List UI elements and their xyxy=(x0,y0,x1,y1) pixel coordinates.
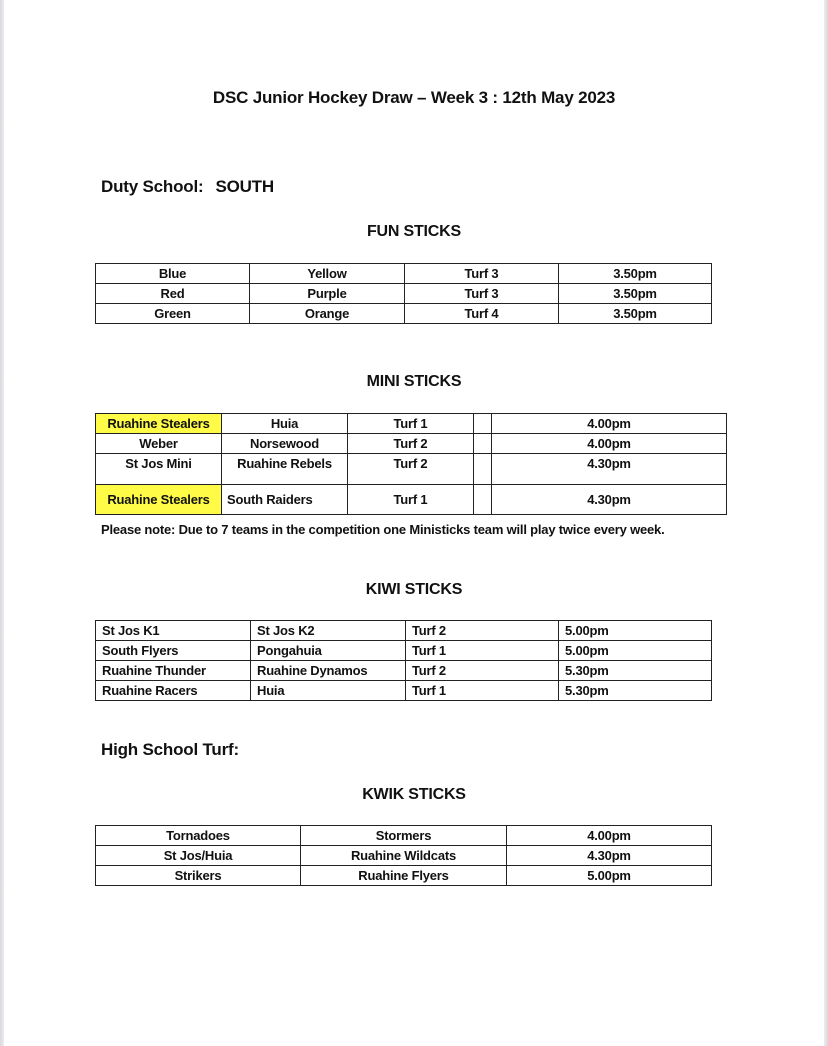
time: 3.50pm xyxy=(559,284,712,304)
team-home: Red xyxy=(96,284,250,304)
team-away: Norsewood xyxy=(222,434,348,454)
empty-cell xyxy=(474,485,492,515)
empty-cell xyxy=(474,434,492,454)
table-row xyxy=(96,414,727,434)
table-row xyxy=(96,621,712,641)
venue: Turf 1 xyxy=(406,641,559,661)
mini-sticks-heading: MINI STICKS xyxy=(366,373,462,390)
table-row xyxy=(96,284,712,304)
table-row xyxy=(96,866,712,886)
table-row xyxy=(96,846,712,866)
table-row xyxy=(96,661,712,681)
kiwi-sticks-table xyxy=(95,620,712,701)
mini-sticks-table xyxy=(95,413,727,515)
time: 5.00pm xyxy=(559,641,712,661)
empty-cell xyxy=(474,454,492,485)
time: 4.30pm xyxy=(492,485,727,515)
table-row xyxy=(96,681,712,701)
team-home-highlighted: Ruahine Stealers xyxy=(96,414,222,434)
kwik-sticks-heading: KWIK STICKS xyxy=(362,786,466,803)
table-row xyxy=(96,434,727,454)
team-home: St Jos/Huia xyxy=(96,846,301,866)
team-home: Weber xyxy=(96,434,222,454)
fun-sticks-heading: FUN STICKS xyxy=(366,223,461,240)
duty-school-value: SOUTH xyxy=(215,177,274,196)
team-away: Ruahine Rebels xyxy=(222,454,348,485)
team-away: Pongahuia xyxy=(251,641,406,661)
team-home: Ruahine Racers xyxy=(96,681,251,701)
table-row xyxy=(96,641,712,661)
empty-cell xyxy=(474,414,492,434)
fun-sticks-table xyxy=(95,263,712,324)
high-school-turf-label: High School Turf: xyxy=(101,740,239,759)
time: 4.00pm xyxy=(507,826,712,846)
team-home: Strikers xyxy=(96,866,301,886)
kwik-sticks-table xyxy=(95,825,712,886)
document-title: DSC Junior Hockey Draw – Week 3 : 12th May 2023 xyxy=(212,88,616,107)
team-away: St Jos K2 xyxy=(251,621,406,641)
team-home: Green xyxy=(96,304,250,324)
team-home: St Jos Mini xyxy=(96,454,222,485)
time: 4.00pm xyxy=(492,414,727,434)
page-edge-right xyxy=(824,0,828,1046)
venue: Turf 1 xyxy=(348,485,474,515)
table-row xyxy=(96,485,727,515)
table-row xyxy=(96,304,712,324)
time: 5.30pm xyxy=(559,681,712,701)
venue: Turf 2 xyxy=(348,454,474,485)
team-home: Tornadoes xyxy=(96,826,301,846)
duty-school xyxy=(101,177,274,197)
page-edge-left xyxy=(0,0,4,1046)
team-away: Purple xyxy=(250,284,405,304)
venue: Turf 2 xyxy=(406,661,559,681)
kiwi-sticks-heading: KIWI STICKS xyxy=(365,581,463,598)
team-home: Blue xyxy=(96,264,250,284)
time: 5.00pm xyxy=(507,866,712,886)
team-away: Ruahine Flyers xyxy=(301,866,507,886)
table-row xyxy=(96,826,712,846)
team-away: South Raiders xyxy=(222,485,348,515)
time: 3.50pm xyxy=(559,304,712,324)
team-away: Huia xyxy=(251,681,406,701)
team-home: St Jos K1 xyxy=(96,621,251,641)
team-home: South Flyers xyxy=(96,641,251,661)
venue: Turf 1 xyxy=(406,681,559,701)
time: 3.50pm xyxy=(559,264,712,284)
venue: Turf 3 xyxy=(405,284,559,304)
venue: Turf 2 xyxy=(348,434,474,454)
venue: Turf 4 xyxy=(405,304,559,324)
team-away: Huia xyxy=(222,414,348,434)
duty-school-label: Duty School: xyxy=(101,177,204,196)
time: 4.00pm xyxy=(492,434,727,454)
time: 4.30pm xyxy=(492,454,727,485)
team-away: Orange xyxy=(250,304,405,324)
team-away: Ruahine Dynamos xyxy=(251,661,406,681)
venue: Turf 3 xyxy=(405,264,559,284)
team-home-highlighted: Ruahine Stealers xyxy=(96,485,222,515)
time: 5.00pm xyxy=(559,621,712,641)
time: 5.30pm xyxy=(559,661,712,681)
mini-sticks-note: Please note: Due to 7 teams in the competition one Ministicks team will play twice every week. xyxy=(101,522,665,537)
team-home: Ruahine Thunder xyxy=(96,661,251,681)
team-away: Ruahine Wildcats xyxy=(301,846,507,866)
venue: Turf 1 xyxy=(348,414,474,434)
table-row xyxy=(96,454,727,485)
table-row xyxy=(96,264,712,284)
venue: Turf 2 xyxy=(406,621,559,641)
team-away: Yellow xyxy=(250,264,405,284)
team-away: Stormers xyxy=(301,826,507,846)
time: 4.30pm xyxy=(507,846,712,866)
